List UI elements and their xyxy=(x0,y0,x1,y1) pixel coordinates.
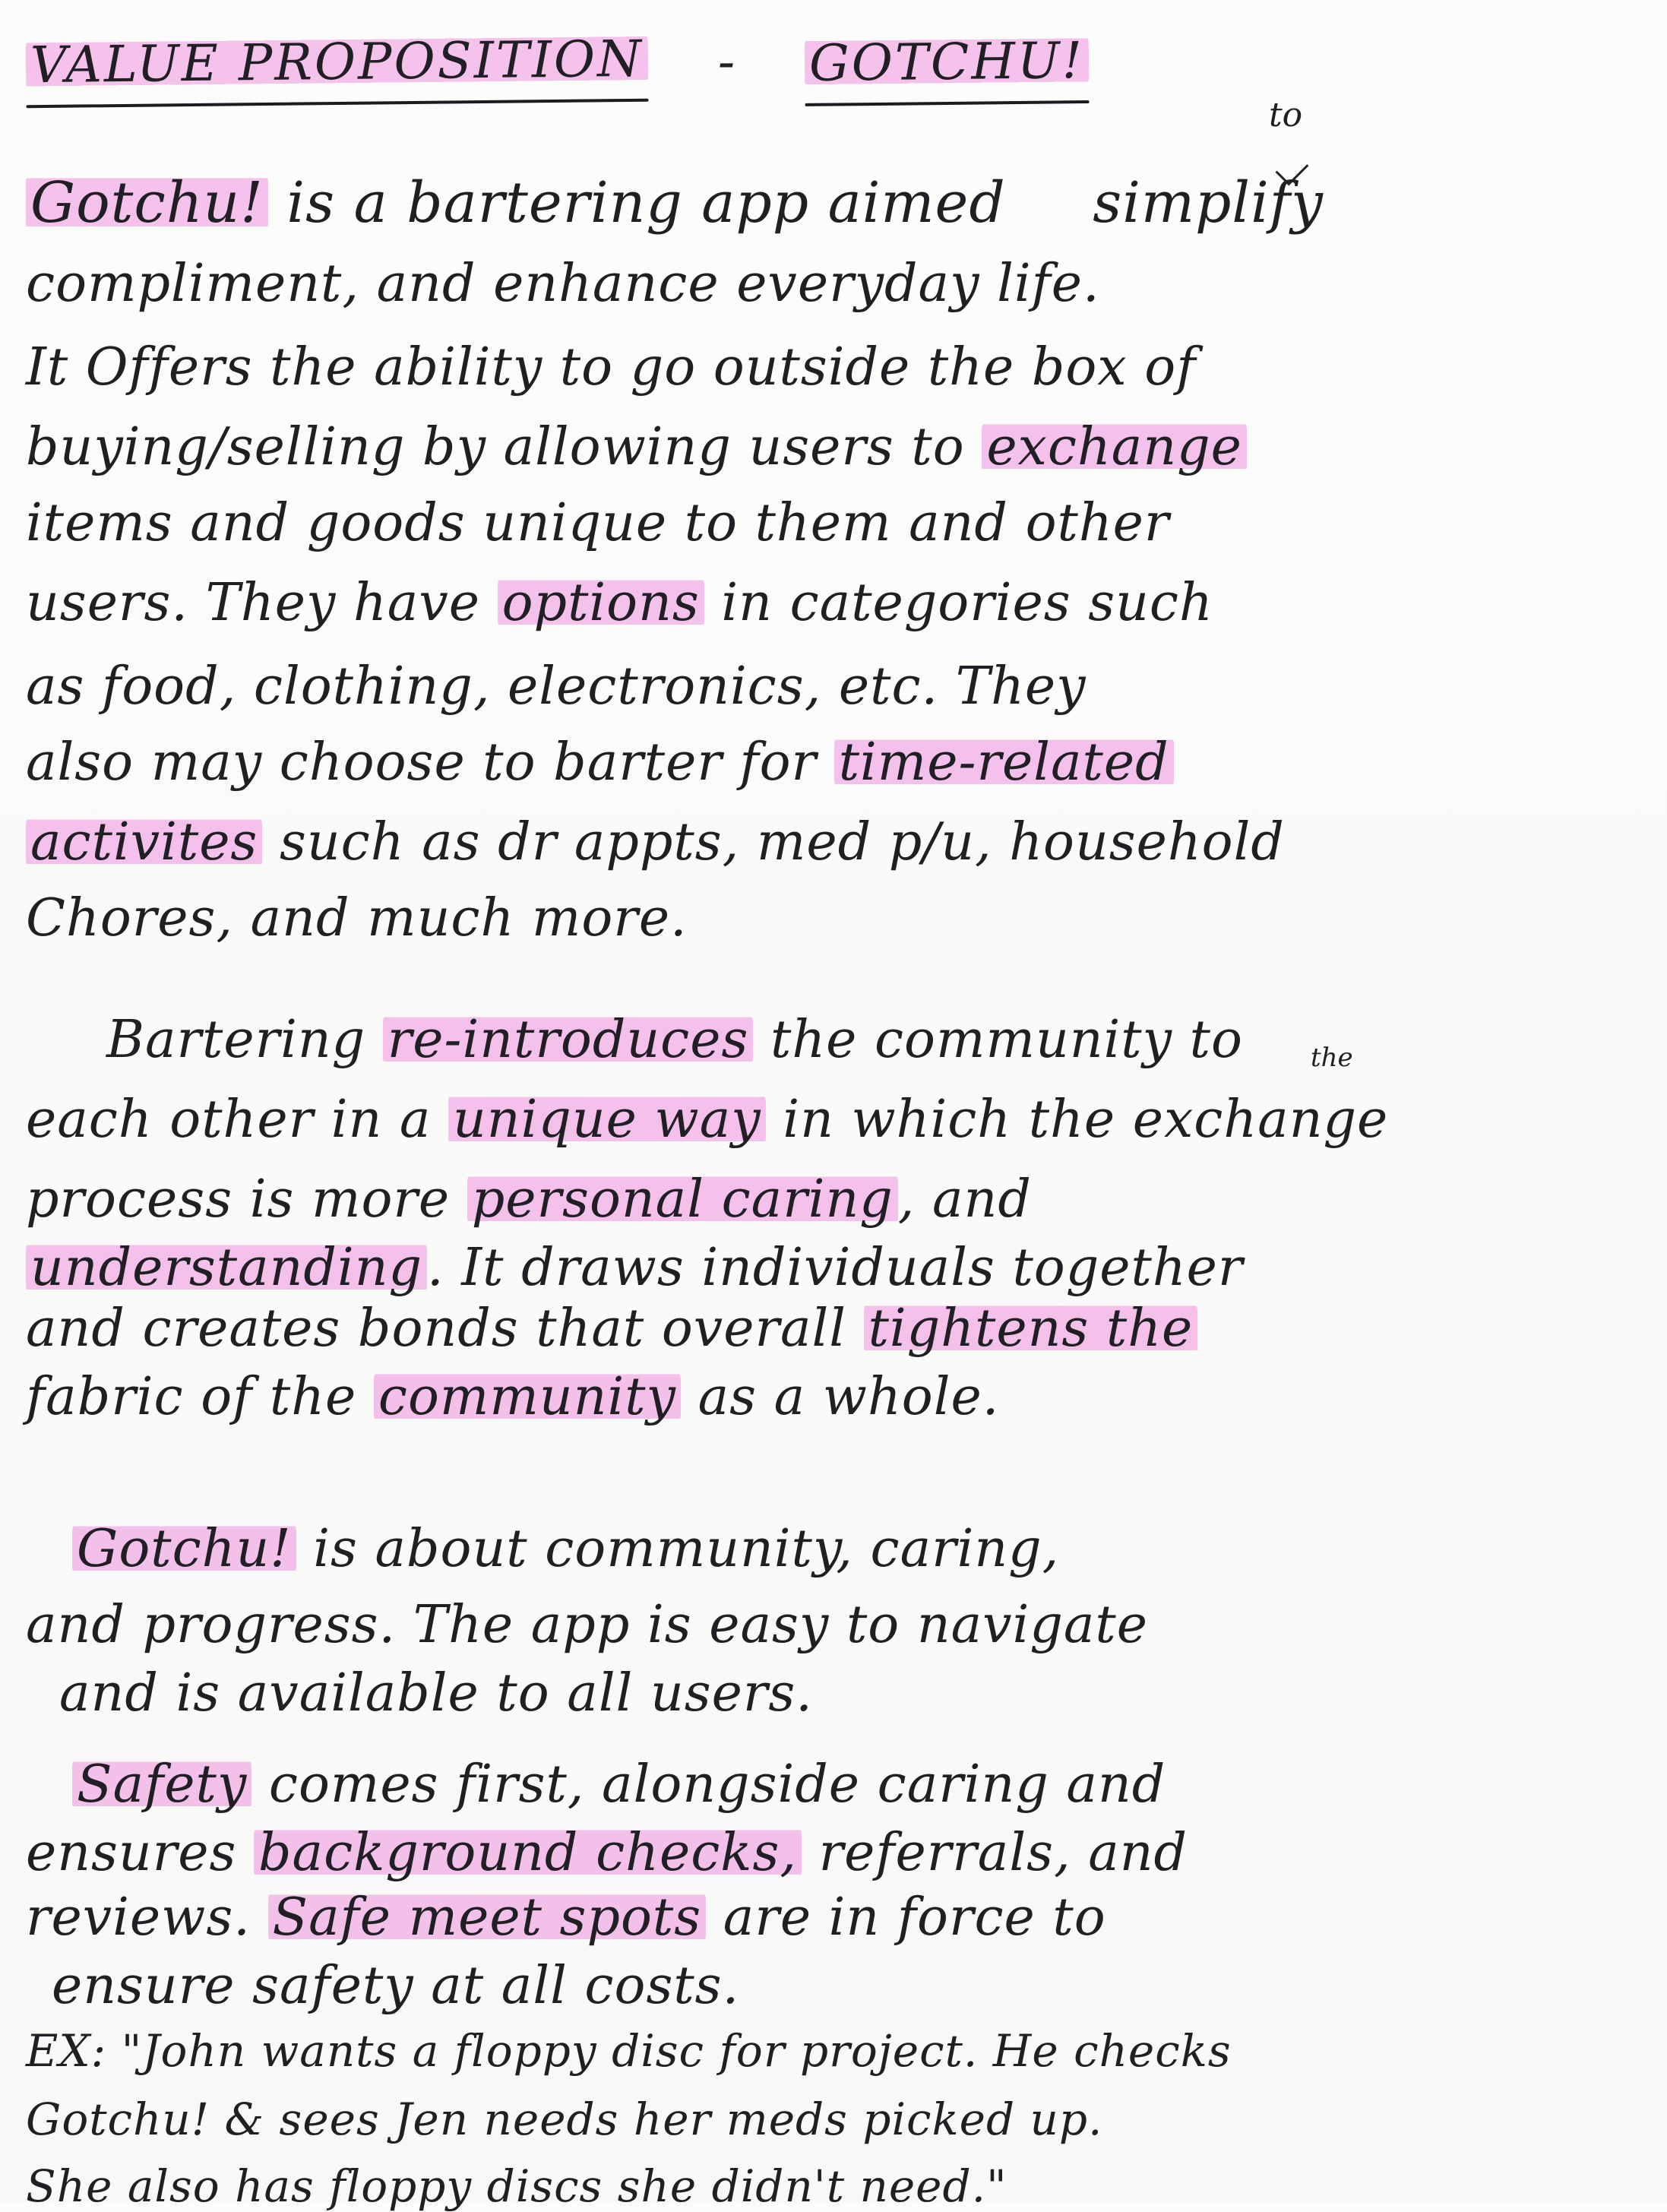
p1-line-1-end: simplify xyxy=(1074,170,1324,236)
p1-line-3: It Offers the ability to go outside the box of xyxy=(26,337,1197,397)
p3-line-1 xyxy=(72,1519,1060,1579)
brand-name: Gotchu! xyxy=(26,170,268,236)
heading-row xyxy=(26,8,1089,95)
p4-line-2 xyxy=(26,1823,1188,1883)
p2-line-6-end: as a whole. xyxy=(680,1367,1000,1427)
p2-line-2 xyxy=(26,1090,1389,1150)
p2-line-4-end: . It draws individuals together xyxy=(427,1238,1244,1298)
p4-line-4: ensure safety at all costs. xyxy=(52,1956,740,2016)
brand-heading xyxy=(805,31,1090,93)
p4-line-2-end: referrals, and xyxy=(802,1823,1188,1883)
p2-line-2-highlight: unique way xyxy=(448,1090,766,1150)
p4-line-3-highlight: Safe meet spots xyxy=(268,1888,707,1948)
example-line-1: EX: "John wants a floppy disc for project. He checks xyxy=(26,2025,1232,2077)
p1-line-9-highlight: activites xyxy=(26,812,262,872)
p1-line-4-highlight: exchange xyxy=(982,417,1247,477)
p1-line-6 xyxy=(26,573,1213,633)
p1-line-6-start: users. They have xyxy=(26,573,498,633)
brand-heading-text: GOTCHU! xyxy=(805,31,1090,93)
p1-line-8-start: also may choose to barter for xyxy=(26,733,834,793)
title-underline xyxy=(27,99,649,109)
p2-line-3-highlight: personal caring xyxy=(467,1169,898,1229)
title-text: VALUE PROPOSITION xyxy=(26,30,649,95)
p2-line-6-start: fabric of the xyxy=(26,1367,374,1427)
p2-line-4 xyxy=(26,1238,1244,1298)
p1-line-4 xyxy=(26,417,1247,477)
p1-line-9-end: such as dr appts, med p/u, household xyxy=(262,812,1285,872)
p4-line-2-start: ensures xyxy=(26,1823,254,1883)
p1-line-8-highlight: time-related xyxy=(834,733,1174,793)
p2-line-3-end: , and xyxy=(897,1169,1032,1229)
p3-line-1-end: is about community, caring, xyxy=(296,1519,1060,1579)
p1-line-1 xyxy=(26,170,1324,236)
example-line-3: She also has floppy discs she didn't need." xyxy=(26,2160,1007,2212)
p2-line-4-highlight: understanding xyxy=(26,1238,427,1298)
p1-line-7: as food, clothing, electronics, etc. They xyxy=(26,657,1087,717)
p4-line-1-highlight: Safety xyxy=(72,1755,251,1815)
p2-line-1-highlight: re-introduces xyxy=(383,1010,754,1070)
brand-underline xyxy=(805,100,1090,106)
p2-line-6-highlight: community xyxy=(374,1367,681,1427)
p2-line-5 xyxy=(26,1299,1197,1359)
p4-line-1 xyxy=(72,1755,1166,1815)
p2-line-2-end: in which the exchange xyxy=(765,1090,1389,1150)
p1-line-4-start: buying/selling by allowing users to xyxy=(26,417,982,477)
p4-line-3-start: reviews. xyxy=(26,1888,268,1948)
p2-line-1-start: Bartering xyxy=(106,1010,383,1070)
title-heading xyxy=(26,30,649,95)
p1-line-1-rest: is a bartering app aimed xyxy=(267,170,1006,236)
example-line-2: Gotchu! & sees Jen needs her meds picked up. xyxy=(26,2093,1103,2145)
title-dash: - xyxy=(717,33,735,91)
p2-line-2-start: each other in a xyxy=(26,1090,449,1150)
p4-line-3 xyxy=(26,1888,1106,1948)
insert-annotation-the: the xyxy=(1311,1043,1353,1073)
p3-line-1-highlight: Gotchu! xyxy=(72,1519,296,1579)
p4-line-3-end: are in force to xyxy=(706,1888,1106,1948)
p4-line-1-end: comes first, alongside caring and xyxy=(251,1755,1166,1815)
p1-line-2: compliment, and enhance everyday life. xyxy=(26,254,1100,314)
p1-line-8 xyxy=(26,733,1174,793)
p3-line-2: and progress. The app is easy to navigate xyxy=(26,1595,1148,1655)
p2-line-1-end: the community to xyxy=(753,1010,1243,1070)
p2-line-3 xyxy=(26,1169,1032,1229)
p1-line-6-end: in categories such xyxy=(704,573,1213,633)
p2-line-1 xyxy=(106,1010,1243,1070)
p1-line-5: items and goods unique to them and other xyxy=(26,493,1170,553)
p2-line-5-highlight: tightens the xyxy=(864,1299,1198,1359)
insert-annotation-to: to xyxy=(1269,96,1303,134)
p1-line-10: Chores, and much more. xyxy=(26,888,688,948)
p4-line-2-highlight: background checks, xyxy=(254,1823,802,1883)
p1-line-6-highlight: options xyxy=(498,573,704,633)
p2-line-3-start: process is more xyxy=(26,1169,467,1229)
p2-line-5-start: and creates bonds that overall xyxy=(26,1299,864,1359)
p1-line-9 xyxy=(26,812,1285,872)
p3-line-3: and is available to all users. xyxy=(59,1663,813,1723)
p2-line-6 xyxy=(26,1367,1000,1427)
